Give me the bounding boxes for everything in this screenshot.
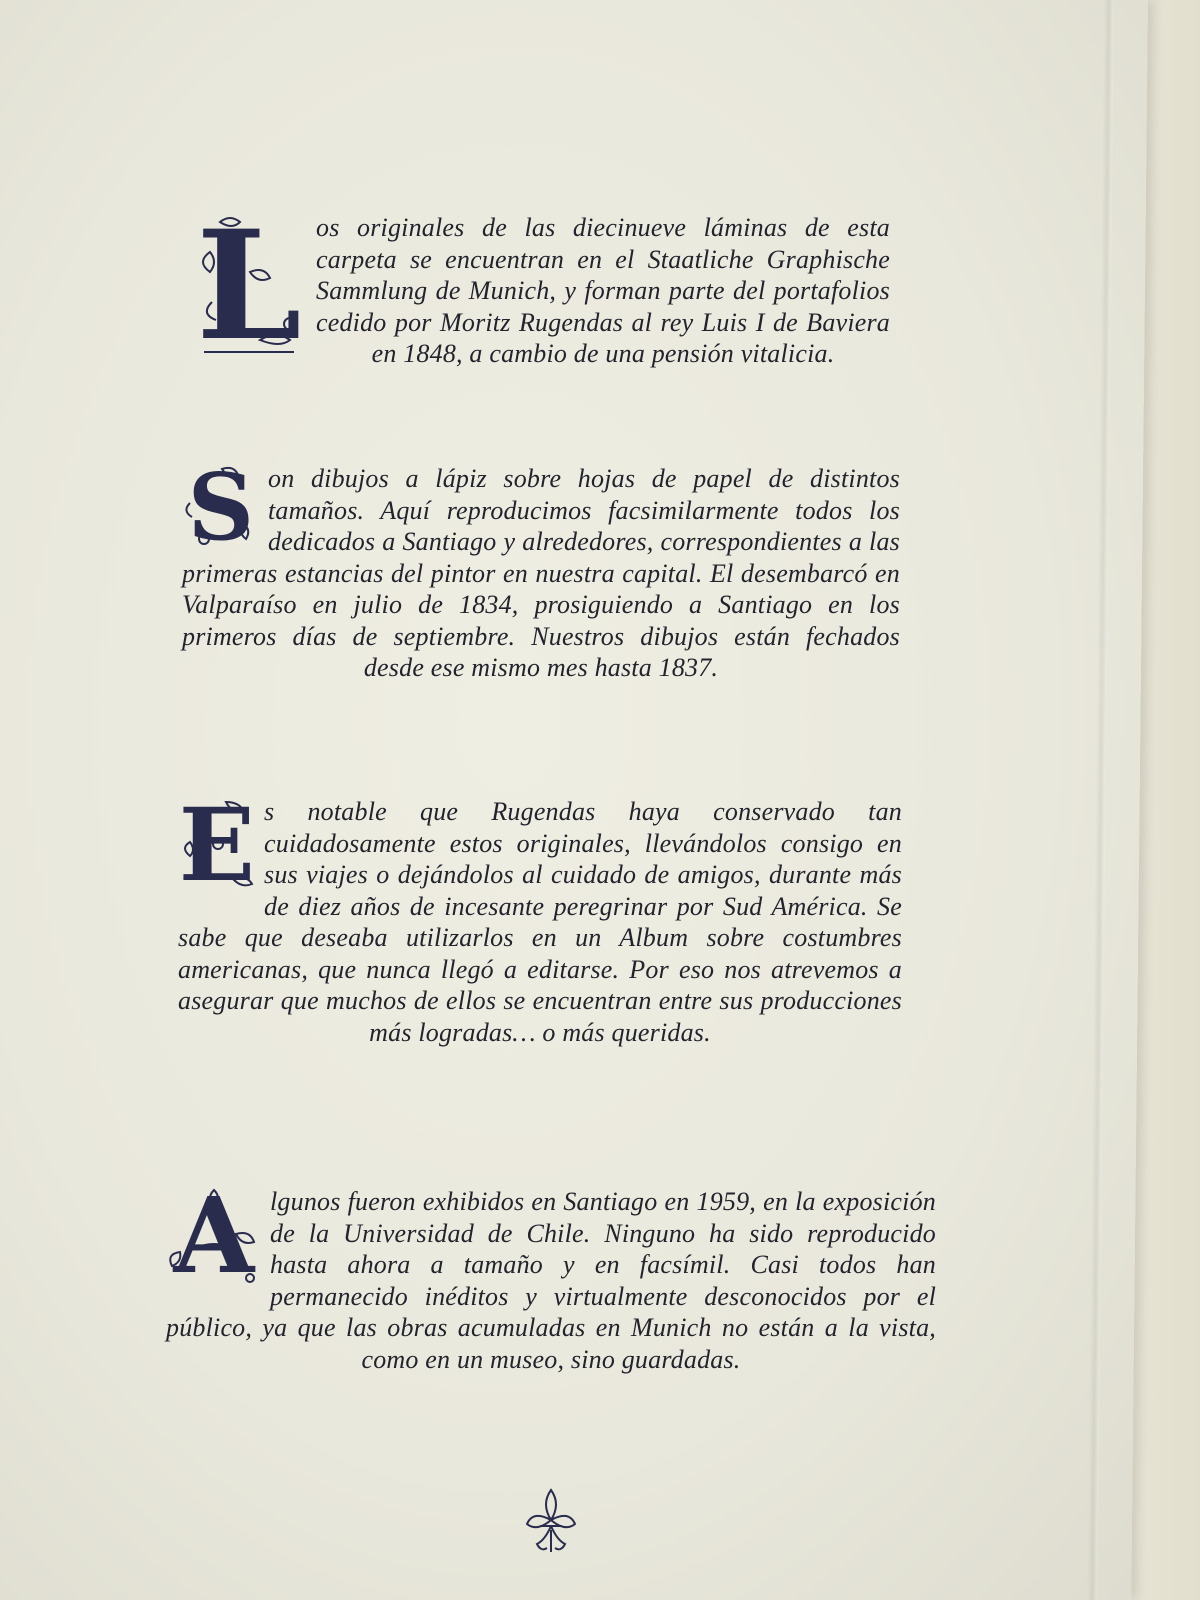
paragraph-text: lgunos fueron exhibidos en Santiago en 1959, en la exposición de la Universidad de Chile. Ninguno ha sido reproducido hasta ahora a tamaño y en facsímil. Casi todos han permanecido inéditos y virtualmente desconocidos por el público, ya que las obras acumuladas en Munich no están a la vista, como en un museo, sino guardadas. [166, 1187, 936, 1374]
page-edge [1087, 0, 1114, 1600]
drop-cap-letter: S [187, 453, 255, 561]
paragraph-text: os originales de las diecinueve láminas de esta carpeta se encuentran en el Staatliche Graphische Sammlung de Munich, y forman parte del portafolios cedido por Moritz Rugendas al rey Luis I de Baviera en 1848, a cambio de una pensión vitalicia. [316, 213, 890, 368]
drop-cap-letter: E [178, 786, 256, 904]
paragraph-3 [178, 786, 902, 1048]
drop-cap-4 [166, 1174, 262, 1297]
paragraph-text: s notable que Rugendas haya conservado tan cuidadosamente estos originales, llevándolos consigo en sus viajes o dejándolos al cuidado de amigos, durante más de diez años de incesante peregrinar por Sud América. Se sabe que deseaba utilizarlos en un Album sobre costumbres americanas, que nunca llegó a editarse. Por eso nos atrevemos a asegurar que muchos de ellos se encuentran entre sus producciones más logradas… o más queridas. [178, 797, 902, 1047]
drop-cap-2 [182, 453, 260, 561]
paragraph-text: on dibujos a lápiz sobre hojas de papel de distintos tamaños. Aquí reproducimos facsimilarmente todos los dedicados a Santiago y alrededores, correspondientes a las primeras estancias del pintor en nuestra capital. El desembarcó en Valparaíso en julio de 1834, prosiguiendo a Santiago en los primeros días de septiembre. Nuestros dibujos están fechados desde ese mismo mes hasta 1837. [182, 464, 900, 682]
paragraph-4 [166, 1174, 936, 1375]
drop-cap-3 [178, 786, 256, 904]
fleur-de-lis-ornament-icon [520, 1486, 582, 1558]
drop-cap-1 [190, 198, 308, 374]
drop-cap-letter: L [196, 198, 302, 374]
paragraph-2 [182, 453, 900, 684]
drop-cap-letter: A [173, 1174, 255, 1297]
paragraph-1 [190, 198, 890, 374]
